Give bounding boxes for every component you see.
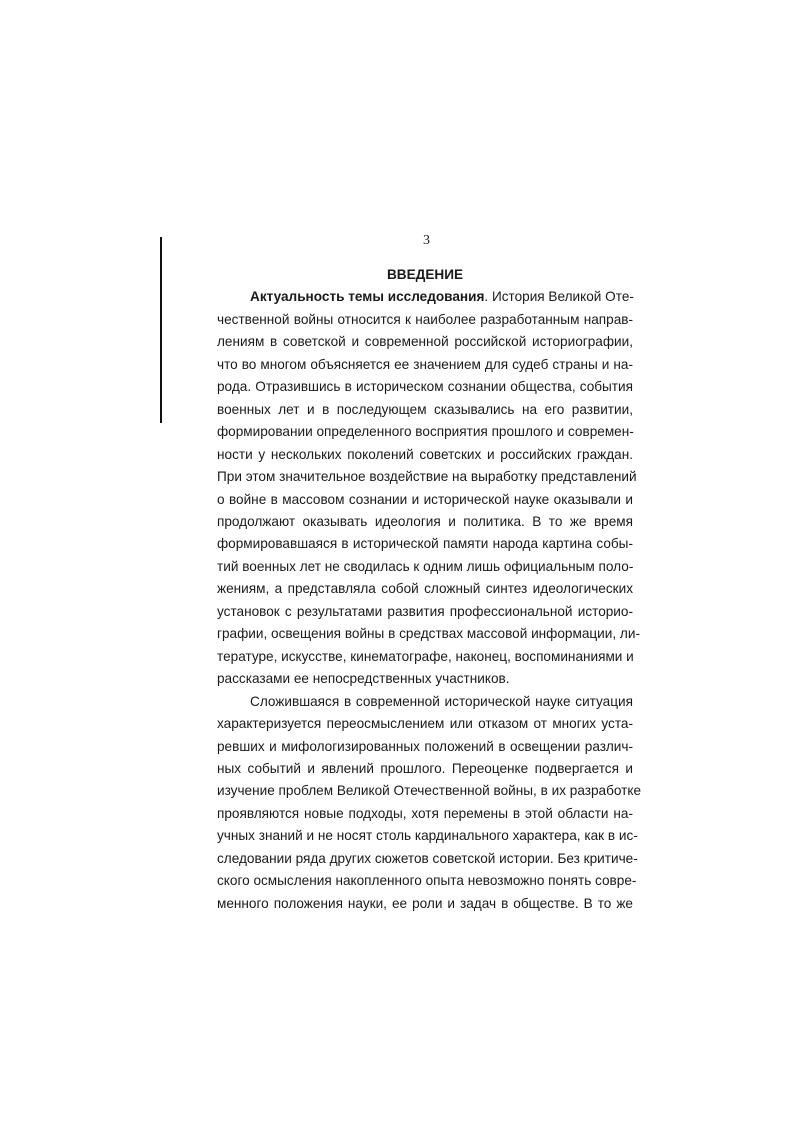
paragraph-line: что во многом объясняется ее значением для судеб страны и на-	[217, 356, 633, 372]
paragraph-line: формировавшаяся в исторической памяти народа картина собы-	[217, 536, 633, 552]
paragraph-line: установок с результатами развития профессиональной историо-	[217, 603, 633, 619]
paragraph-lead: Актуальность темы исследования	[250, 289, 485, 305]
paragraph-line: рассказами ее непосредственных участников.	[217, 671, 510, 687]
paragraph-line: При этом значительное воздействие на выработку представлений	[217, 469, 637, 485]
paragraph-line: изучение проблем Великой Отечественной войны, в их разработке	[217, 783, 642, 799]
scan-margin-line	[160, 237, 162, 423]
paragraph-line: ности у нескольких поколений советских и российских граждан.	[217, 446, 633, 462]
paragraph-line: тературе, искусстве, кинематографе, наконец, воспоминаниями и	[217, 648, 634, 664]
paragraph-line: Сложившаяся в современной исторической науке ситуация	[250, 693, 633, 709]
paragraph-line: военных лет и в последующем сказывались на его развитии,	[217, 401, 633, 417]
paragraph-line: менного положения науки, ее роли и задач в обществе. В то же	[217, 895, 633, 911]
paragraph-line: тий военных лет не сводилась к одним лишь официальным поло-	[217, 558, 634, 574]
paragraph-line: ского осмысления накопленного опыта невозможно понять совре-	[217, 873, 637, 889]
paragraph-line: рода. Отразившись в историческом сознании общества, события	[217, 379, 633, 395]
paragraph-line: графии, освещения войны в средствах массовой информации, ли-	[217, 626, 640, 642]
paragraph-line: жениям, а представляла собой сложный синтез идеологических	[217, 581, 633, 597]
paragraph-line: лениям в советской и современной российской историографии,	[217, 334, 633, 350]
paragraph-line: чественной войны относится к наиболее разработанным направ-	[217, 311, 633, 327]
page-number: 3	[423, 233, 430, 248]
paragraph-line: продолжают оказывать идеология и политика. В то же время	[217, 513, 633, 529]
paragraph-line: ревших и мифологизированных положений в освещении различ-	[217, 738, 633, 754]
paragraph-2	[217, 691, 642, 916]
paragraph-line-text: . История Великой Оте-	[484, 289, 634, 305]
paragraph-line: учных знаний и не носят столь кардинального характера, как в ис-	[217, 828, 638, 844]
paragraph-line: проявляются новые подходы, хотя перемены в этой области на-	[217, 805, 633, 821]
paragraph-1	[217, 286, 640, 690]
paragraph-line: о войне в массовом сознании и исторической науке оказывали и	[217, 491, 633, 507]
section-heading: ВВЕДЕНИЕ	[386, 267, 464, 282]
paragraph-line	[217, 286, 633, 308]
paragraph-line: характеризуется переосмыслением или отказом от многих уста-	[217, 716, 633, 732]
paragraph-line: ных событий и явлений прошлого. Переоценке подвергается и	[217, 760, 633, 776]
paragraph-line: следовании ряда других сюжетов советской истории. Без критиче-	[217, 850, 638, 866]
paragraph-line: формировании определенного восприятия прошлого и современ-	[217, 424, 634, 440]
document-body	[217, 264, 642, 915]
